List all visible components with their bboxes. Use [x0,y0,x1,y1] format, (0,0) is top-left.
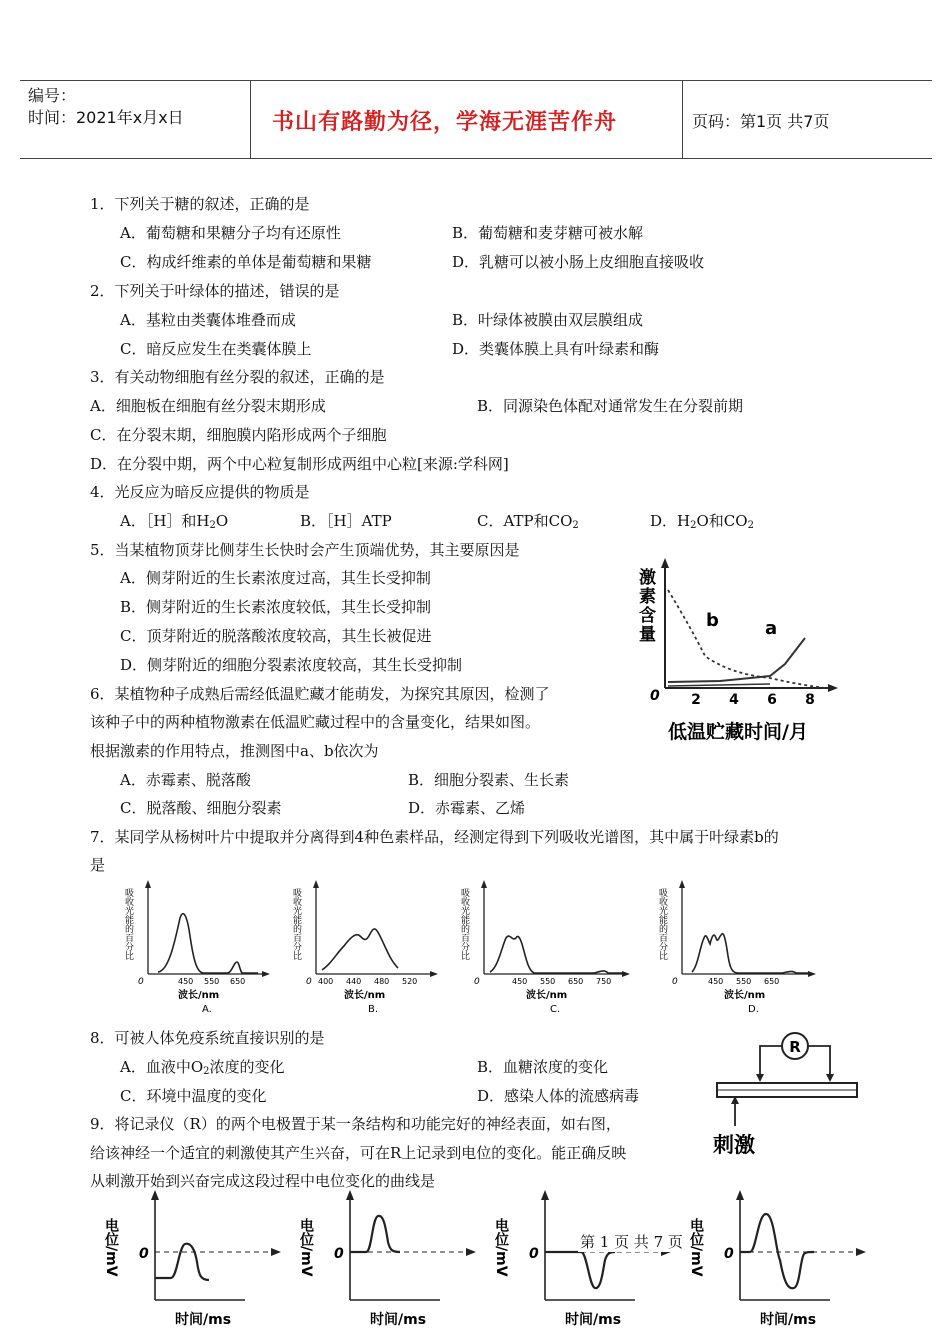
y-axis-arrow [661,558,669,568]
page-label: 页码：第1页 共7页 [692,112,830,131]
q2-option-c: C．暗反应发生在类囊体膜上 [120,340,312,358]
spectrum-tick: 550 [736,977,752,986]
time-label: 时间：2021年x月x日 [28,108,184,127]
nerve-recording-figure [705,1028,865,1168]
potential-origin: 0 [139,1246,149,1262]
q1-option-b: B．葡萄糖和麦芽糖可被水解 [452,224,644,242]
q1-option-d: D．乳糖可以被小肠上皮细胞直接吸收 [452,253,705,271]
spectrum-curve-d [692,934,808,973]
hormone-tick: 6 [767,692,777,708]
panel-letter-b: B. [368,1004,379,1015]
q4-option-a: A．［H］和$H_2O$ [120,512,229,531]
header-divider [250,81,251,158]
q9-stem-1: 9．将记录仪（R）的两个电极置于某一条结构和功能完好的神经表面，如右图， [90,1115,621,1133]
spectrum-panel-c [459,880,630,1015]
page-header [20,80,932,159]
q5-option-a: A．侧芽附近的生长素浓度过高，其生长受抑制 [120,569,431,587]
recorder-label: R [789,1038,801,1056]
spectrum-tick: 550 [204,977,220,986]
q7-stem-2: 是 [90,856,106,874]
spectrum-ylabel: 吸收光能的百分比 [657,888,667,960]
electrode-right [808,1046,830,1078]
q6-option-a: A．赤霉素、脱落酸 [120,771,251,789]
potential-curves-figure [105,1190,885,1340]
spectrum-tick: 440 [346,977,362,986]
curve-b-label: b [706,610,719,631]
panel-letter-a: A. [202,1004,212,1015]
spectrum-tick: 450 [512,977,528,986]
spectrum-curve-c [490,936,622,973]
spectrum-panel-a [123,880,270,1015]
spectrum-xlabel: 波长/nm [526,990,568,1001]
absorption-spectra-figure [118,876,878,1018]
q8-option-b: B．血糖浓度的变化 [477,1058,609,1076]
hormone-tick: 2 [691,692,701,708]
spectrum-ylabel: 吸收光能的百分比 [291,888,301,960]
potential-ylabel: 电位/mV [298,1218,314,1277]
q8-option-c: C．环境中温度的变化 [120,1087,267,1105]
spectrum-tick: 450 [178,977,194,986]
footer-page-number: 第 1 页 共 7 页 [580,1233,683,1251]
stimulus-label: 刺激 [713,1133,755,1157]
q6-option-c: C．脱落酸、细胞分裂素 [120,799,282,817]
hormone-origin: 0 [650,688,660,704]
q6-option-b: B．细胞分裂素、生长素 [408,771,570,789]
potential-curve [350,1216,400,1252]
q2-option-b: B．叶绿体被膜由双层膜组成 [452,311,644,329]
q6-option-d: D．赤霉素、乙烯 [408,799,526,817]
q8-stem: 8．可被人体免疫系统直接识别的是 [90,1029,325,1047]
header-motto: 书山有路勤为径，学海无涯苦作舟 [272,110,618,135]
q3-option-a: A．细胞板在细胞有丝分裂末期形成 [90,397,326,415]
hormone-tick: 8 [805,692,815,708]
q6-stem-1: 6．某植物种子成熟后需经低温贮藏才能萌发，为探究其原因，检测了 [90,685,550,703]
potential-curve [155,1244,209,1280]
curve-b [668,590,825,688]
q6-stem-2: 该种子中的两种植物激素在低温贮藏过程中的含量变化，结果如图。 [90,713,541,731]
q4-stem: 4．光反应为暗反应提供的物质是 [90,483,310,501]
spectrum-curve-a [158,914,258,973]
potential-option-b [298,1190,476,1328]
spectrum-ylabel: 吸收光能的百分比 [123,888,133,960]
spectrum-panel-d [657,880,816,1015]
hormone-tick: 4 [729,692,739,708]
q2-stem: 2．下列关于叶绿体的描述，错误的是 [90,282,340,300]
q4-option-d: D．$H_2O$和$CO_2$ [650,512,754,531]
q3-option-c: C．在分裂末期，细胞膜内陷形成两个子细胞 [90,426,387,444]
electrode-left [760,1046,782,1078]
hormone-ylabel: 激素含量 [635,568,655,644]
spectrum-tick: 650 [764,977,780,986]
q6-stem-3: 根据激素的作用特点，推测图中a、b依次为 [90,742,379,760]
spectrum-tick: 480 [374,977,390,986]
curve-a [668,638,805,682]
hormone-xlabel: 低温贮藏时间/月 [668,721,808,743]
spectrum-curve-b [322,929,398,970]
spectrum-origin: 0 [138,977,144,987]
potential-xlabel: 时间/ms [760,1312,817,1328]
potential-origin: 0 [724,1246,734,1262]
spectrum-panel-b [291,880,438,1015]
q5-option-d: D．侧芽附近的细胞分裂素浓度较高，其生长受抑制 [120,656,463,674]
spectrum-xlabel: 波长/nm [724,990,766,1001]
potential-ylabel: 电位/mV [493,1218,509,1277]
spectrum-tick: 650 [230,977,246,986]
q8-option-a: A．血液中$O_2$浓度的变化 [120,1058,285,1077]
q1-option-c: C．构成纤维素的单体是葡萄糖和果糖 [120,253,372,271]
spectrum-origin: 0 [474,977,480,987]
header-divider [682,81,683,158]
spectrum-xlabel: 波长/nm [344,990,386,1001]
spectrum-origin: 0 [672,977,678,987]
potential-option-d [688,1190,866,1328]
potential-ylabel: 电位/mV [103,1218,119,1277]
q4-option-c: C．ATP和$CO_2$ [477,512,579,531]
q2-option-d: D．类囊体膜上具有叶绿素和酶 [452,340,660,358]
panel-letter-d: D. [748,1004,759,1015]
spectrum-tick: 450 [708,977,724,986]
q5-stem: 5．当某植物顶芽比侧芽生长快时会产生顶端优势，其主要原因是 [90,541,520,559]
q8-option-d: D．感染人体的流感病毒 [477,1087,640,1105]
curve-a-label: a [765,618,778,639]
potential-origin: 0 [334,1246,344,1262]
spectrum-xlabel: 波长/nm [178,990,220,1001]
q4-option-b: B．［H］ATP [300,512,392,530]
spectrum-ylabel: 吸收光能的百分比 [459,888,469,960]
spectrum-tick: 750 [596,977,612,986]
potential-curve [545,1252,615,1288]
q5-option-b: B．侧芽附近的生长素浓度较低，其生长受抑制 [120,598,432,616]
potential-option-a [103,1190,281,1328]
q3-option-b: B．同源染色体配对通常发生在分裂前期 [477,397,744,415]
number-label: 编号： [28,86,77,105]
q5-option-c: C．顶芽附近的脱落酸浓度较高，其生长被促进 [120,627,432,645]
spectrum-origin: 0 [306,977,312,987]
curve-a-base [668,684,770,686]
q2-option-a: A．基粒由类囊体堆叠而成 [120,311,296,329]
q1-stem: 1．下列关于糖的叙述，正确的是 [90,195,310,213]
potential-curve [740,1214,814,1288]
x-axis-arrow [828,684,838,692]
q9-stem-2: 给该神经一个适宜的刺激使其产生兴奋，可在R上记录到电位的变化。能正确反映 [90,1144,627,1162]
spectrum-tick: 400 [318,977,334,986]
q9-stem-3: 从刺激开始到兴奋完成这段过程中电位变化的曲线是 [90,1172,436,1190]
potential-xlabel: 时间/ms [370,1312,427,1328]
potential-origin: 0 [529,1246,539,1262]
potential-xlabel: 时间/ms [565,1312,622,1328]
q3-option-d: D．在分裂中期，两个中心粒复制形成两组中心粒[来源:学科网] [90,455,509,473]
spectrum-tick: 550 [540,977,556,986]
panel-letter-c: C. [550,1004,561,1015]
potential-xlabel: 时间/ms [175,1312,232,1328]
potential-option-c [493,1190,671,1328]
q7-stem-1: 7．某同学从杨树叶片中提取并分离得到4种色素样品，经测定得到下列吸收光谱图，其中属于叶绿素b的 [90,828,779,846]
spectrum-tick: 520 [402,977,418,986]
potential-ylabel: 电位/mV [688,1218,704,1277]
q3-stem: 3．有关动物细胞有丝分裂的叙述，正确的是 [90,368,385,386]
spectrum-tick: 650 [568,977,584,986]
q1-option-a: A．葡萄糖和果糖分子均有还原性 [120,224,341,242]
hormone-content-figure [620,556,850,746]
